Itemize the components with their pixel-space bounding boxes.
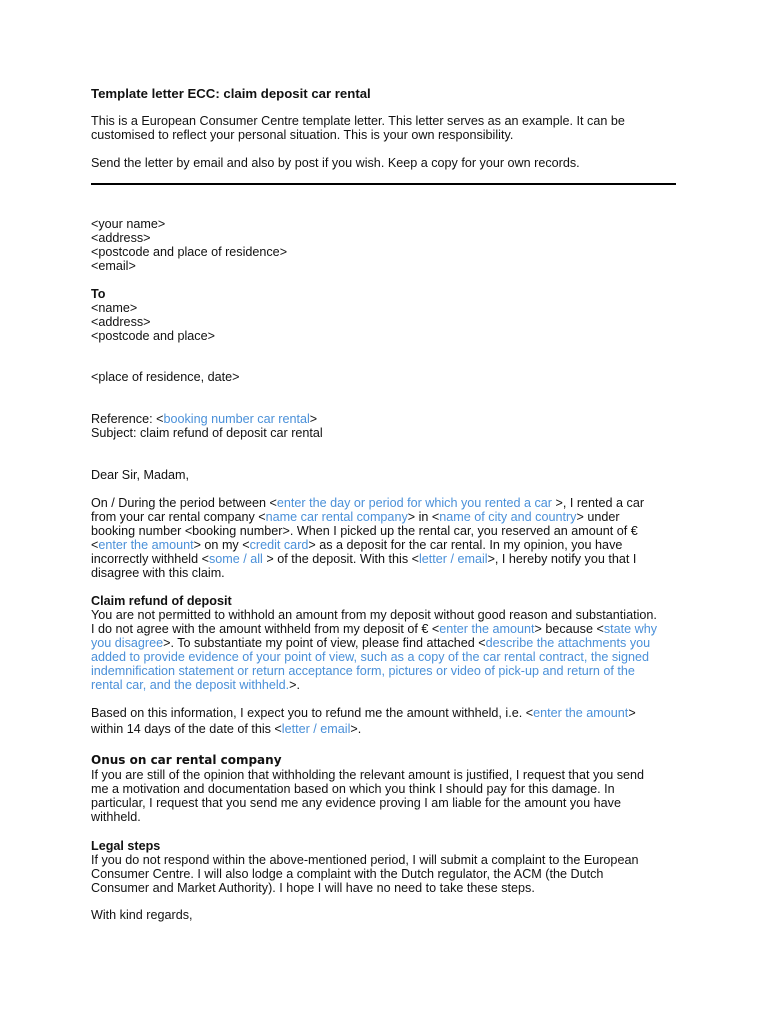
intro-line: This is a European Consumer Centre template letter. This letter serves as an example. It can be <box>91 114 625 128</box>
recipient-postcode: <postcode and place> <box>91 329 215 343</box>
to-label: To <box>91 287 106 301</box>
divider <box>91 183 676 185</box>
claim-line: You are not permitted to withhold an amount from my deposit without good reason and substantiation. <box>91 608 657 622</box>
sender-postcode: <postcode and place of residence> <box>91 245 288 259</box>
document-title: Template letter ECC: claim deposit car rental <box>91 86 371 101</box>
intro-line: customised to reflect your personal situation. This is your own responsibility. <box>91 128 514 142</box>
recipient-address: <address> <box>91 315 151 329</box>
claim-line: added to provide evidence of your point of view, such as a copy of the car rental contract, the signed <box>91 650 649 664</box>
onus-section <box>91 753 691 824</box>
recipient-block <box>91 287 691 343</box>
onus-line: me a motivation and documentation based on which you think I should pay for this damage. In <box>91 782 615 796</box>
claim-line: rental car, and the deposit withheld.>. <box>91 678 300 692</box>
onus-heading: Onus on car rental company <box>91 753 282 767</box>
reference-suffix: > <box>309 412 318 426</box>
based-line: Based on this information, I expect you to refund me the amount withheld, i.e. <enter the amount> <box>91 706 636 720</box>
subject-line: Subject: claim refund of deposit car rental <box>91 426 323 440</box>
send-note: Send the letter by email and also by post if you wish. Keep a copy for your own records. <box>91 156 580 170</box>
based-line: within 14 days of the date of this <letter / email>. <box>91 722 362 736</box>
salutation: Dear Sir, Madam, <box>91 468 189 482</box>
body-paragraph-1 <box>91 496 691 580</box>
claim-section <box>91 594 691 692</box>
legal-section <box>91 839 691 895</box>
reference-prefix: Reference: < <box>91 412 164 426</box>
legal-heading: Legal steps <box>91 839 161 853</box>
body-line: incorrectly withheld <some / all > of the deposit. With this <letter / email>, I hereby notify you that I <box>91 552 637 566</box>
date-line: <place of residence, date> <box>91 370 240 384</box>
body-line: disagree with this claim. <box>91 566 225 580</box>
body-line: from your car rental company <name car rental company> in <name of city and country> under <box>91 510 620 524</box>
legal-line: Consumer and Market Authority). I hope I will have no need to take these steps. <box>91 881 535 895</box>
letter-page <box>91 85 681 922</box>
onus-line: withheld. <box>91 810 141 824</box>
body-line: On / During the period between <enter the day or period for which you rented a car >, I rented a car <box>91 496 645 510</box>
legal-line: If you do not respond within the above-mentioned period, I will submit a complaint to the European <box>91 853 639 867</box>
recipient-name: <name> <box>91 301 138 315</box>
claim-line: I do not agree with the amount withheld from my deposit of € <enter the amount> because <state why <box>91 622 658 636</box>
sender-block <box>91 217 691 273</box>
sender-email: <email> <box>91 259 136 273</box>
sender-address: <address> <box>91 231 151 245</box>
onus-line: particular, I request that you send me any evidence proving I am liable for the amount you have <box>91 796 621 810</box>
legal-line: Consumer Centre. I will also lodge a complaint with the Dutch regulator, the ACM (the Dutch <box>91 867 604 881</box>
claim-line: indemnification statement or return acceptance form, pictures or video of pick-up and return of the <box>91 664 635 678</box>
body-line: booking number <booking number>. When I picked up the rental car, you reserved an amount of € <box>91 524 638 538</box>
onus-line: If you are still of the opinion that withholding the relevant amount is justified, I request that you send <box>91 768 645 782</box>
intro-paragraph <box>91 114 681 142</box>
reference-placeholder: booking number car rental <box>163 412 310 426</box>
reference-block <box>91 412 691 440</box>
claim-line: you disagree>. To substantiate my point of view, please find attached <describe the attachments you <box>91 636 651 650</box>
sender-name: <your name> <box>91 217 166 231</box>
closing: With kind regards, <box>91 908 193 922</box>
body-line: <enter the amount> on my <credit card> as a deposit for the car rental. In my opinion, you have <box>91 538 623 552</box>
reference-line <box>91 412 691 426</box>
based-paragraph <box>91 706 691 736</box>
claim-heading: Claim refund of deposit <box>91 594 232 608</box>
